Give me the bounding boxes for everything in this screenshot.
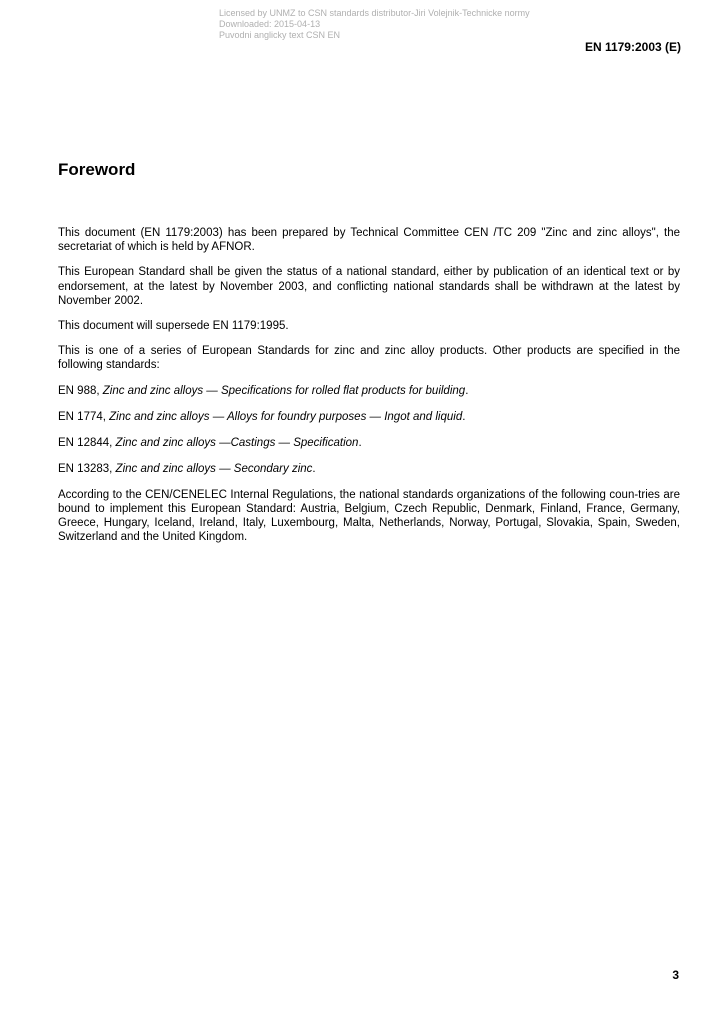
reference-title: Zinc and zinc alloys — Specifications for rolled flat products for building	[102, 384, 466, 397]
foreword-body	[58, 226, 680, 555]
reference-en-1774	[58, 410, 680, 424]
license-watermark	[219, 8, 530, 41]
reference-title: Zinc and zinc alloys — Alloys for foundry purposes — Ingot and liquid	[109, 410, 463, 423]
reference-title: Zinc and zinc alloys —Castings — Specification	[115, 436, 359, 449]
reference-en-988	[58, 384, 680, 398]
page-title: Foreword	[58, 160, 136, 179]
reference-en-13283	[58, 462, 680, 476]
paragraph-implementation: According to the CEN/CENELEC Internal Regulations, the national standards organizations of the following coun-tries are bound to implement this European Standard: Austria, Belgium, Czech Republic, Denmark, Finland, France, Germany, Greece, Hungary, Iceland, Ireland, Italy, Luxembourg, Malta, Netherlands, Norway, Portugal, Slovakia, Spain, Sweden, Switzerland and the United Kingdom.	[58, 488, 680, 544]
reference-en-12844	[58, 436, 680, 450]
reference-code: EN 13283,	[58, 462, 116, 475]
reference-end: .	[465, 384, 469, 397]
watermark-license-line: Licensed by UNMZ to CSN standards distributor-Jiri Volejnik-Technicke normy	[219, 8, 530, 18]
paragraph-preparation: This document (EN 1179:2003) has been prepared by Technical Committee CEN /TC 209 "Zinc and zinc alloys", the secretariat of which is held by AFNOR.	[58, 227, 680, 254]
watermark-download-date: Downloaded: 2015-04-13	[219, 19, 321, 29]
reference-end: .	[462, 410, 466, 423]
paragraph-status: This European Standard shall be given the status of a national standard, either by publication of an identical text or by endorsement, at the latest by November 2003, and conflicting national standards shall be withdrawn at the latest by November 2002.	[58, 266, 680, 307]
reference-end: .	[312, 462, 316, 475]
reference-title: Zinc and zinc alloys — Secondary zinc	[115, 462, 313, 475]
reference-code: EN 1774,	[58, 410, 110, 423]
document-id-header: EN 1179:2003 (E)	[584, 40, 681, 54]
paragraph-supersede: This document will supersede EN 1179:1995.	[58, 320, 289, 333]
paragraph-series: This is one of a series of European Standards for zinc and zinc alloy products. Other products are specified in the following standards:	[58, 345, 680, 372]
reference-code: EN 12844,	[58, 436, 116, 449]
reference-end: .	[358, 436, 362, 449]
page-number: 3	[672, 968, 679, 982]
watermark-source-note: Puvodni anglicky text CSN EN	[219, 30, 341, 40]
reference-code: EN 988,	[58, 384, 103, 397]
